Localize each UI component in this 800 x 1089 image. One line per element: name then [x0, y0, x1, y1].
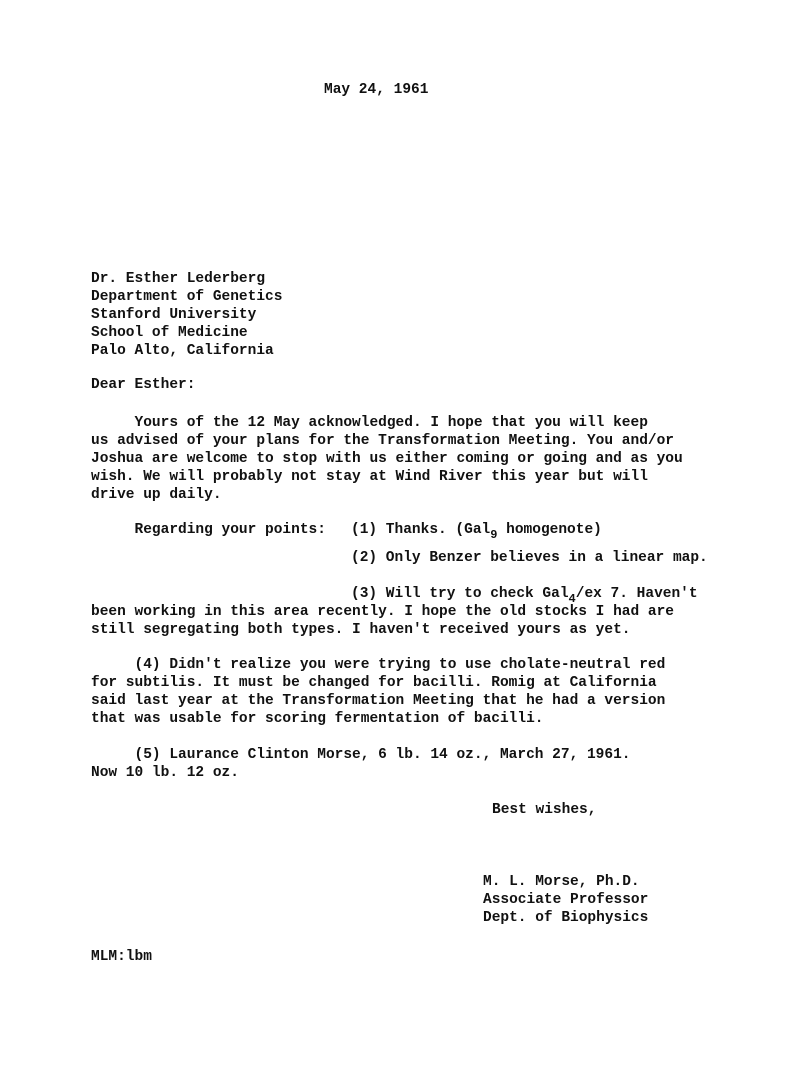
body-line: drive up daily.	[91, 487, 222, 503]
closing: Best wishes,	[492, 802, 597, 818]
recipient-line: Stanford University	[91, 307, 257, 323]
body-line: Now 10 lb. 12 oz.	[91, 765, 239, 781]
letter-date: May 24, 1961	[324, 82, 429, 98]
body-line: us advised of your plans for the Transformation Meeting. You and/or	[91, 433, 674, 449]
signature-line: Dept. of Biophysics	[483, 910, 649, 926]
body-line: been working in this area recently. I hope the old stocks I had are	[91, 604, 674, 620]
salutation: Dear Esther:	[91, 377, 196, 393]
typist-initials: MLM:lbm	[91, 949, 152, 965]
signature-line: Associate Professor	[483, 892, 649, 908]
body-line: still segregating both types. I haven't received yours as yet.	[91, 622, 631, 638]
body-line: (5) Laurance Clinton Morse, 6 lb. 14 oz., March 27, 1961.	[91, 747, 631, 763]
signature-line: M. L. Morse, Ph.D.	[483, 874, 640, 890]
body-line: Joshua are welcome to stop with us either coming or going and as you	[91, 451, 683, 467]
recipient-name: Dr. Esther Lederberg	[91, 271, 266, 287]
body-line: Yours of the 12 May acknowledged. I hope that you will keep	[91, 415, 648, 431]
body-line: said last year at the Transformation Meeting that he had a version	[91, 693, 666, 709]
recipient-line: School of Medicine	[91, 325, 248, 341]
recipient-line: Department of Genetics	[91, 289, 283, 305]
point-1: (1) Thanks. (Gal$_9$ homogenote)	[351, 522, 602, 542]
body-line: that was usable for scoring fermentation of bacilli.	[91, 711, 544, 727]
body-line: (4) Didn't realize you were trying to use cholate-neutral red	[91, 657, 666, 673]
points-intro: Regarding your points:	[91, 522, 326, 538]
recipient-line: Palo Alto, California	[91, 343, 274, 359]
body-line: wish. We will probably not stay at Wind River this year but will	[91, 469, 648, 485]
point-2: (2) Only Benzer believes in a linear map.	[351, 550, 708, 566]
body-line: for subtilis. It must be changed for bacilli. Romig at California	[91, 675, 657, 691]
point-3: (3) Will try to check Gal$_4$/ex 7. Haven't	[351, 586, 698, 606]
